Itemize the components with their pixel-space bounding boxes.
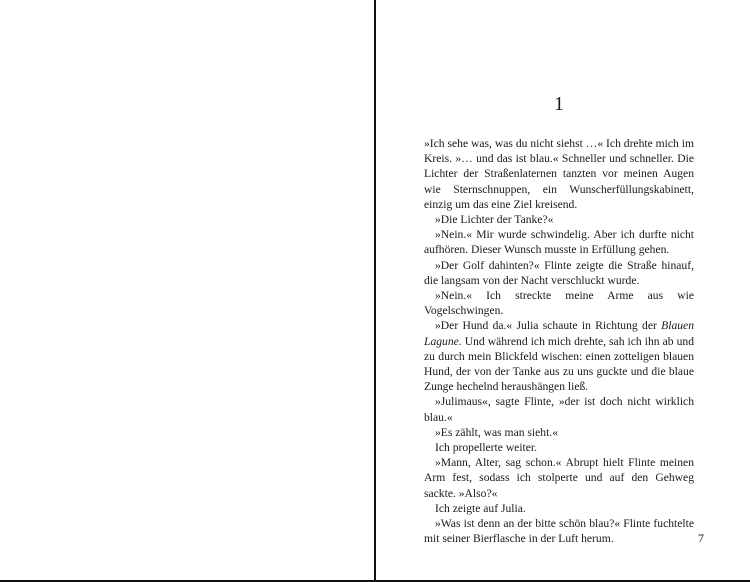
paragraph: »Nein.« Mir wurde schwindelig. Aber ich durfte nicht aufhören. Dieser Wunsch musste in Erfüllung gehen. <box>424 228 694 257</box>
paragraph: »Nein.« Ich streckte meine Arme aus wie Vogelschwingen. <box>424 289 694 318</box>
paragraph: »Es zählt, was man sieht.« <box>435 425 558 439</box>
body-text <box>424 136 694 546</box>
paragraph: »Die Lichter der Tanke?« <box>435 213 554 227</box>
page-number: 7 <box>698 531 704 545</box>
paragraph: »Mann, Alter, sag schon.« Abrupt hielt Flinte meinen Arm fest, sodass ich stolperte und auf den Gehweg sackte. »Also?« <box>424 456 694 500</box>
paragraph: Ich propellerte weiter. <box>435 441 538 455</box>
right-page <box>376 0 750 582</box>
paragraph <box>424 318 694 394</box>
paragraph: Ich zeigte auf Julia. <box>435 501 526 515</box>
paragraph-text: »Der Hund da.« Julia schaute in Richtung der <box>435 319 662 333</box>
chapter-number: 1 <box>554 93 564 115</box>
paragraph: »Der Golf dahinten?« Flinte zeigte die Straße hinauf, die langsam von der Nacht verschluckt wurde. <box>424 258 694 287</box>
paragraph-text: . Und während ich mich drehte, sah ich ihn ab und zu durch mein Blickfeld wischen: einen zotteligen blauen Hund, der von der Tanke aus zu uns guckte und die blaue Zunge hechelnd heraushängen ließ. <box>424 334 694 394</box>
paragraph: »Julimaus«, sagte Flinte, »der ist doch nicht wirklich blau.« <box>424 395 694 424</box>
italic-place-name: Blauen Lagune <box>424 319 694 348</box>
paragraph: »Was ist denn an der bitte schön blau?« Flinte fuchtelte mit seiner Bierflasche in der Luft herum. <box>424 517 694 546</box>
paragraph: »Ich sehe was, was du nicht siehst …« Ich drehte mich im Kreis. »… und das ist blau.« Schneller und schneller. Die Lichter der Straßenlaternen tanzten vor meinen Augen wie Sternschnuppen, ein Wunscherfüllungskabinett, einzig um das eine Ziel kreisend. <box>424 137 694 211</box>
